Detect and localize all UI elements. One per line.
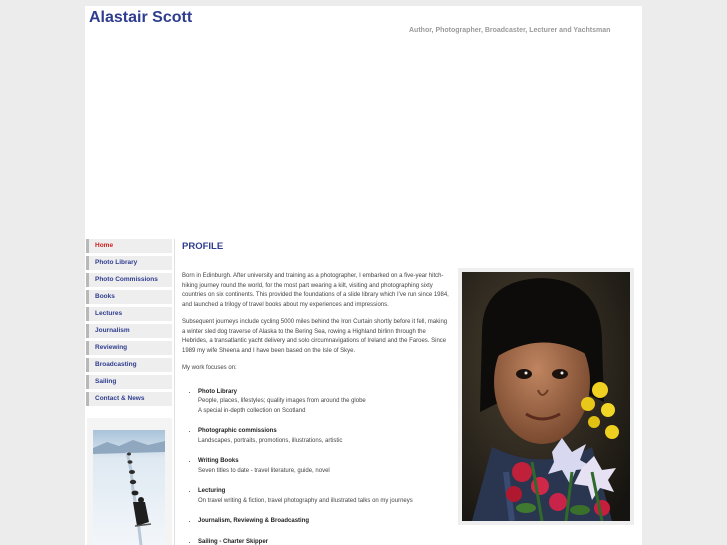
focus-title: Journalism, Reviewing & Broadcasting xyxy=(198,518,310,524)
nav-item-photo-library[interactable]: Photo Library xyxy=(86,256,172,270)
focus-list xyxy=(182,388,450,545)
nav-item-home[interactable]: Home xyxy=(86,239,172,253)
focus-item-books xyxy=(198,457,450,476)
focus-detail: On travel writing & fiction, travel photography and illustrated talks on my journeys xyxy=(198,497,413,504)
focus-item-lecturing xyxy=(198,487,450,506)
site-tagline: Author, Photographer, Broadcaster, Lecturer and Yachtsman xyxy=(409,27,611,34)
sled-dog-image xyxy=(93,430,165,545)
sidebar-divider xyxy=(174,239,175,545)
nav-item-broadcasting[interactable]: Broadcasting xyxy=(86,358,172,372)
focus-intro: My work focuses on: xyxy=(182,365,237,371)
nav-item-journalism[interactable]: Journalism xyxy=(86,324,172,338)
nav-item-contact-news[interactable]: Contact & News xyxy=(86,392,172,406)
portrait-image xyxy=(462,272,630,521)
focus-title: Photo Library xyxy=(198,388,238,395)
focus-detail: People, places, lifestyles; quality images from around the globe xyxy=(198,398,366,404)
page xyxy=(85,6,642,545)
page-heading: PROFILE xyxy=(182,241,224,252)
focus-title: Photographic commissions xyxy=(198,428,277,434)
focus-title: Writing Books xyxy=(198,458,239,464)
nav-item-reviewing[interactable]: Reviewing xyxy=(86,341,172,355)
focus-detail: Seven titles to date - travel literature, guide, novel xyxy=(198,467,330,474)
intro-paragraph: Born in Edinburgh. After university and training as a photographer, I embarked on a five-year hitch-hiking journey round the world, for the most part wearing a kilt, visiting and photographing sixty countries on six continents. This provided the foundations of a slide library which I've run since 1984, and launched a trilogy of travel books about my experiences and impressions. xyxy=(182,273,449,308)
journeys-paragraph: Subsequent journeys include cycling 5000 miles behind the Iron Curtain shortly before it fell, making a winter sled dog traverse of Alaska to the Bering Sea, rowing a Highland birlinn through the Hebrides, a transatlantic yacht delivery and solo circumnavigations of Ireland and the Faroes. Since 1989 my wife Sheena and I have been based on the Isle of Skye. xyxy=(182,319,448,354)
sled-dog-photo xyxy=(87,418,172,545)
focus-item-commissions xyxy=(198,427,450,446)
sidebar-nav xyxy=(86,239,172,409)
profile-content xyxy=(182,272,450,545)
focus-item-journalism xyxy=(198,517,450,527)
nav-item-photo-commissions[interactable]: Photo Commissions xyxy=(86,273,172,287)
focus-item-sailing xyxy=(198,538,450,545)
nav-item-books[interactable]: Books xyxy=(86,290,172,304)
focus-title: Lecturing xyxy=(198,488,226,494)
focus-detail: Landscapes, portraits, promotions, illustrations, artistic xyxy=(198,437,343,444)
focus-detail: A special in-depth collection on Scotland xyxy=(198,407,306,414)
nav-item-lectures[interactable]: Lectures xyxy=(86,307,172,321)
nav-item-sailing[interactable]: Sailing xyxy=(86,375,172,389)
portrait-photo xyxy=(458,268,634,525)
site-title[interactable]: Alastair Scott xyxy=(89,9,193,26)
focus-title: Sailing - Charter Skipper xyxy=(198,538,269,545)
focus-item-photo-library xyxy=(198,388,450,417)
